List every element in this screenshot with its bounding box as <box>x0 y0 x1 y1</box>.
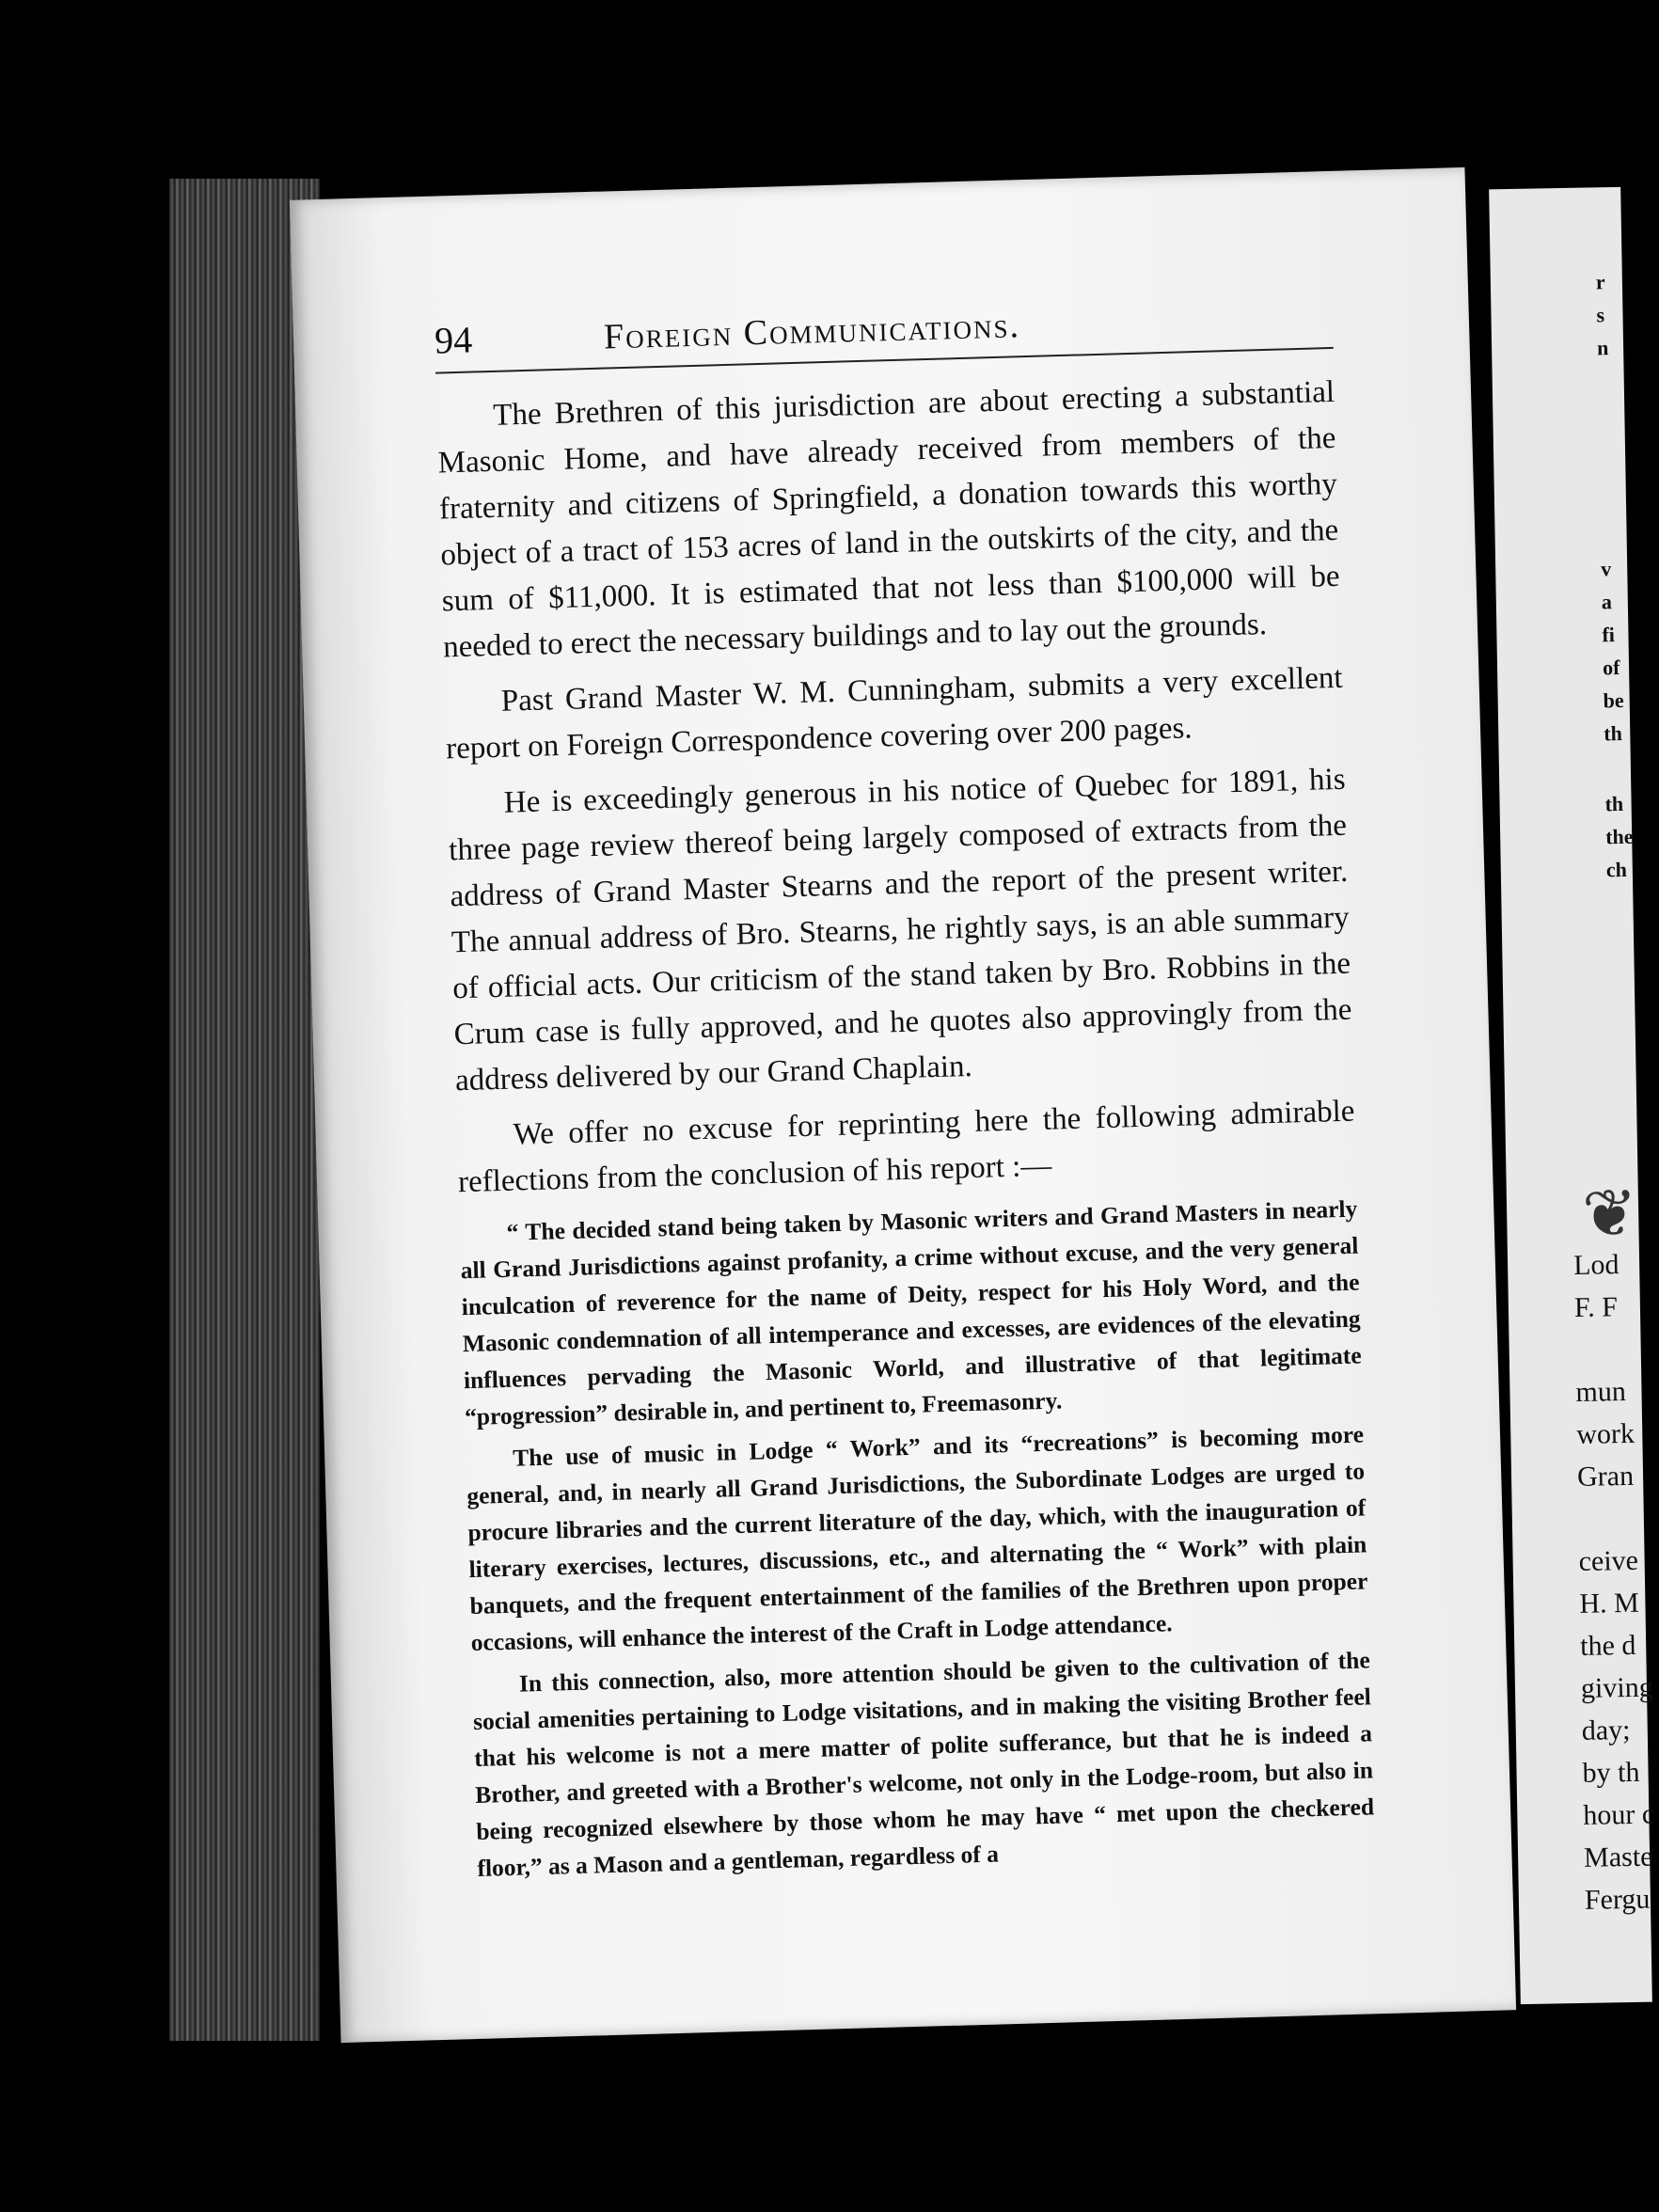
fragment: Fergu <box>1584 1883 1651 1916</box>
fragment: ch <box>1605 857 1628 882</box>
fragment: th <box>1604 791 1624 816</box>
fragment: mun <box>1575 1376 1627 1408</box>
fragment: r <box>1595 270 1605 294</box>
paragraph-reflections-intro: We offer no excuse for reprinting here the following admirable reflections from the conclusion of his report :— <box>457 1094 1355 1200</box>
fragment: ceive <box>1578 1544 1639 1577</box>
fragment: a <box>1601 590 1613 614</box>
fragment: H. M <box>1579 1587 1640 1620</box>
quote-profanity: “ The decided stand being taken by Masonic writers and Grand Masters in nearly all Grand Jurisdictions against profanity, a crime without excuse, and the very general inculcation of reverence for the name of Deity, respect for his Holy Word, and the Masonic condemnation of all intemperance and excesses, are evidences of the elevating influences pervading the Masonic World, and illustrative of that legitimate “progression” desirable in, and pertinent to, Freemasonry. <box>460 1194 1363 1431</box>
paragraph-cunningham-report: Past Grand Master W. M. Cunningham, submits a very excellent report on Foreign Correspondence covering over 200 pages. <box>445 660 1344 766</box>
page-content <box>434 293 1375 1892</box>
fragment: by th <box>1582 1756 1640 1789</box>
quote-music: The use of music in Lodge “ Work” and its “recreations” is becoming more general, and, in nearly all Grand Jurisdictions, the Subordinate Lodges are urged to procure libraries and the current literature of the day, which, with the inauguration of literary exercises, lectures, discussions, etc., and alternating the “ Work” with plain banquets, and the frequent entertainment of the families of the Brethren upon proper occasions, will enhance the interest of the Craft in Lodge attendance. <box>466 1420 1368 1657</box>
quote-visitations: In this connection, also, more attention should be given to the cultivation of the social amenities pertaining to Lodge visitations, and in making the visiting Brother feel that his welcome is not a mere matter of polite sufferance, but that he is indeed a Brother, and greeted with a Brother's welcome, not only in the Lodge-room, but also in being recognized elsewhere by those whom he may have “ met upon the checkered floor,” as a Mason and a gentleman, regardless of a <box>472 1646 1375 1882</box>
fragment: giving <box>1580 1671 1653 1704</box>
fragment: v <box>1601 557 1612 581</box>
running-title: Foreign Communications. <box>603 306 1021 357</box>
page-header <box>434 293 1333 374</box>
fragment: fi <box>1602 623 1616 647</box>
fragment: Lod <box>1572 1249 1620 1281</box>
fragment: work <box>1576 1417 1635 1450</box>
ornamental-initial-icon: ❦ <box>1581 1174 1638 1253</box>
left-page <box>290 167 1516 2043</box>
fragment: Maste <box>1583 1841 1653 1873</box>
right-page-edge <box>1489 187 1655 2004</box>
fragment: hour c <box>1583 1798 1655 1831</box>
paragraph-masonic-home: The Brethren of this jurisdiction are about erecting a substantial Masonic Home, and have already received from members of the fraternity and citizens of Springfield, a donation towards this worthy object of a tract of 153 acres of land in the outskirts of the city, and the sum of $11,000. It is estimated that not less than $100,000 will be needed to erect the necessary buildings and to lay out the grounds. <box>437 374 1340 665</box>
fragment: the <box>1604 824 1634 849</box>
fragment: of <box>1602 656 1620 680</box>
fragment: th <box>1604 720 1623 746</box>
fragment: Gran <box>1576 1460 1635 1493</box>
fragment: day; <box>1581 1714 1631 1746</box>
fragment: s <box>1596 303 1605 327</box>
fragment: n <box>1596 336 1609 360</box>
fragment: F. F <box>1573 1291 1619 1323</box>
fragment: the d <box>1579 1629 1636 1662</box>
paragraph-quebec-notice: He is exceedingly generous in his notice of Quebec for 1891, his three page review thereof being largely composed of extracts from the address of Grand Master Stearns and the report of the present writer. The annual address of Bro. Stearns, he rightly says, is an able summary of official acts. Our criticism of the stand taken by Bro. Robbins in the Crum case is fully approved, and he quotes also approvingly from the address delivered by our Grand Chaplain. <box>448 762 1352 1098</box>
page-number: 94 <box>434 318 473 362</box>
fragment: be <box>1603 687 1624 713</box>
